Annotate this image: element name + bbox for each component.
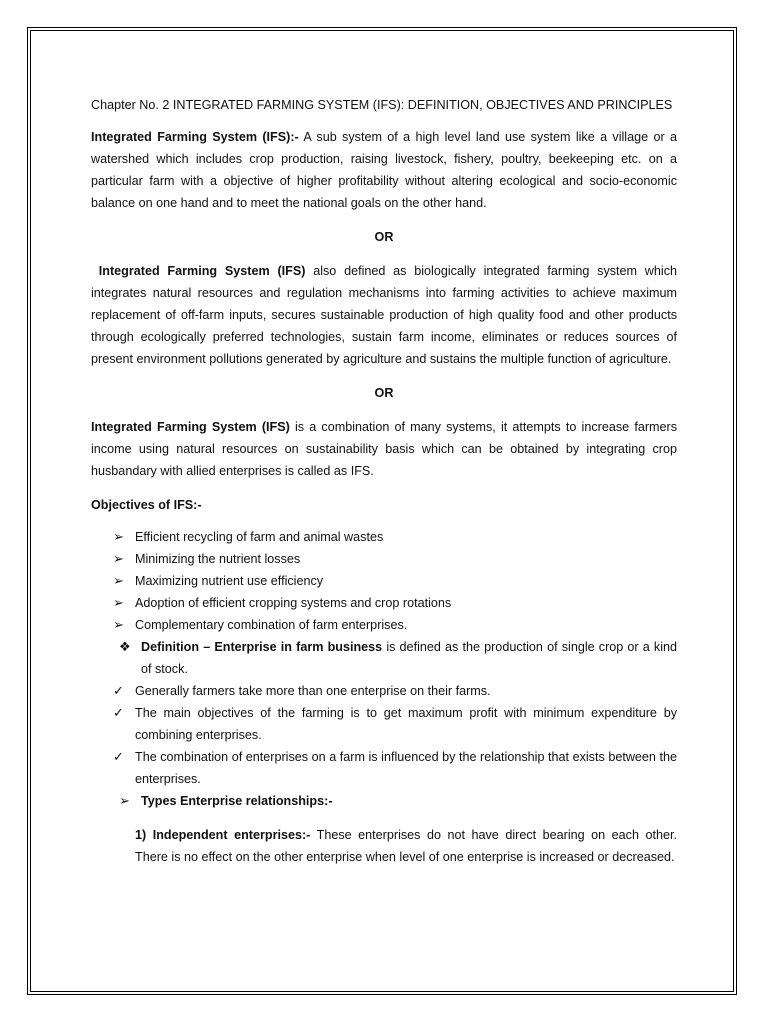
independent-enterprises-paragraph [91,824,677,868]
checkmark-icon: ✓ [113,749,124,764]
objective-text: Adoption of efficient cropping systems and crop rotations [135,596,452,610]
or-separator-1: OR [374,230,394,244]
diamond-bullet-icon: ❖ [119,639,131,654]
document-body [91,94,677,868]
objective-text: Maximizing nutrient use efficiency [135,574,324,588]
check-item-text: The main objectives of the farming is to get maximum profit with minimum expenditure by combining enterprises. [135,706,677,742]
checkmark-icon: ✓ [113,683,124,698]
definition-text-3: is a combination of many systems, it attempts to increase farmers income using natural resources on sustainability basis which can be obtained by integrating crop husbandary with allied enterprises is called as IFS. [91,420,678,478]
types-heading [91,790,677,812]
enterprise-definition-text: is defined as the production of single crop or a kind of stock. [141,640,678,676]
objectives-list [91,526,677,636]
list-item [91,614,677,636]
chapter-title: Chapter No. 2 INTEGRATED FARMING SYSTEM (IFS): DEFINITION, OBJECTIVES AND PRINCIPLES [91,98,673,112]
enterprise-definition [91,636,677,680]
definition-text-1: A sub system of a high level land use system like a village or a watershed which includes crop production, raising livestock, fishery, poultry, beekeeping etc. on a particular farm with a objective of higher profitability without altering ecological and socio-economic balance on one hand and to meet the national goals on the other hand. [91,130,677,210]
arrow-bullet-icon: ➢ [113,573,124,588]
check-item [91,702,677,746]
list-item [91,548,677,570]
arrow-bullet-icon: ➢ [113,551,124,566]
enterprise-definition-term: Definition – Enterprise in farm business [141,640,383,654]
check-item [91,746,677,790]
list-item [91,526,677,548]
objective-text: Efficient recycling of farm and animal wastes [135,530,384,544]
types-heading-text: Types Enterprise relationships:- [141,794,333,808]
definition-text-2: also defined as biologically integrated farming system which integrates natural resources and regulation mechanisms into farming activities to achieve maximum replacement of off-farm inputs, secures sustainable production of high quality food and other products through ecologically preferred technologies, sustain farm income, eliminates or reduces sources of present environment pollutions generated by agriculture and sustains the multiple function of agriculture. [91,264,678,366]
objective-text: Complementary combination of farm enterprises. [135,618,408,632]
check-item [91,680,677,702]
check-item-text: The combination of enterprises on a farm is influenced by the relationship that exists between the enterprises. [135,750,677,786]
definition-paragraph-3 [91,416,677,482]
objectives-heading: Objectives of IFS:- [91,498,202,512]
definition-term-1: Integrated Farming System (IFS):- [91,130,299,144]
or-separator-2: OR [374,386,394,400]
checkmark-icon: ✓ [113,705,124,720]
independent-enterprises-text: These enterprises do not have direct bearing on each other. There is no effect on the other enterprise when level of one enterprise is increased or decreased. [135,828,677,864]
list-item [91,570,677,592]
independent-enterprises-term: 1) Independent enterprises:- [135,828,311,842]
arrow-bullet-icon: ➢ [113,595,124,610]
definition-paragraph-1 [91,126,677,214]
arrow-bullet-icon: ➢ [113,617,124,632]
definition-term-2: Integrated Farming System (IFS) [98,264,306,278]
arrow-bullet-icon: ➢ [119,793,130,808]
definition-paragraph-2 [91,260,677,370]
arrow-bullet-icon: ➢ [113,529,124,544]
objective-text: Minimizing the nutrient losses [135,552,301,566]
list-item [91,592,677,614]
definition-term-3: Integrated Farming System (IFS) [91,420,290,434]
check-item-text: Generally farmers take more than one enterprise on their farms. [135,684,491,698]
